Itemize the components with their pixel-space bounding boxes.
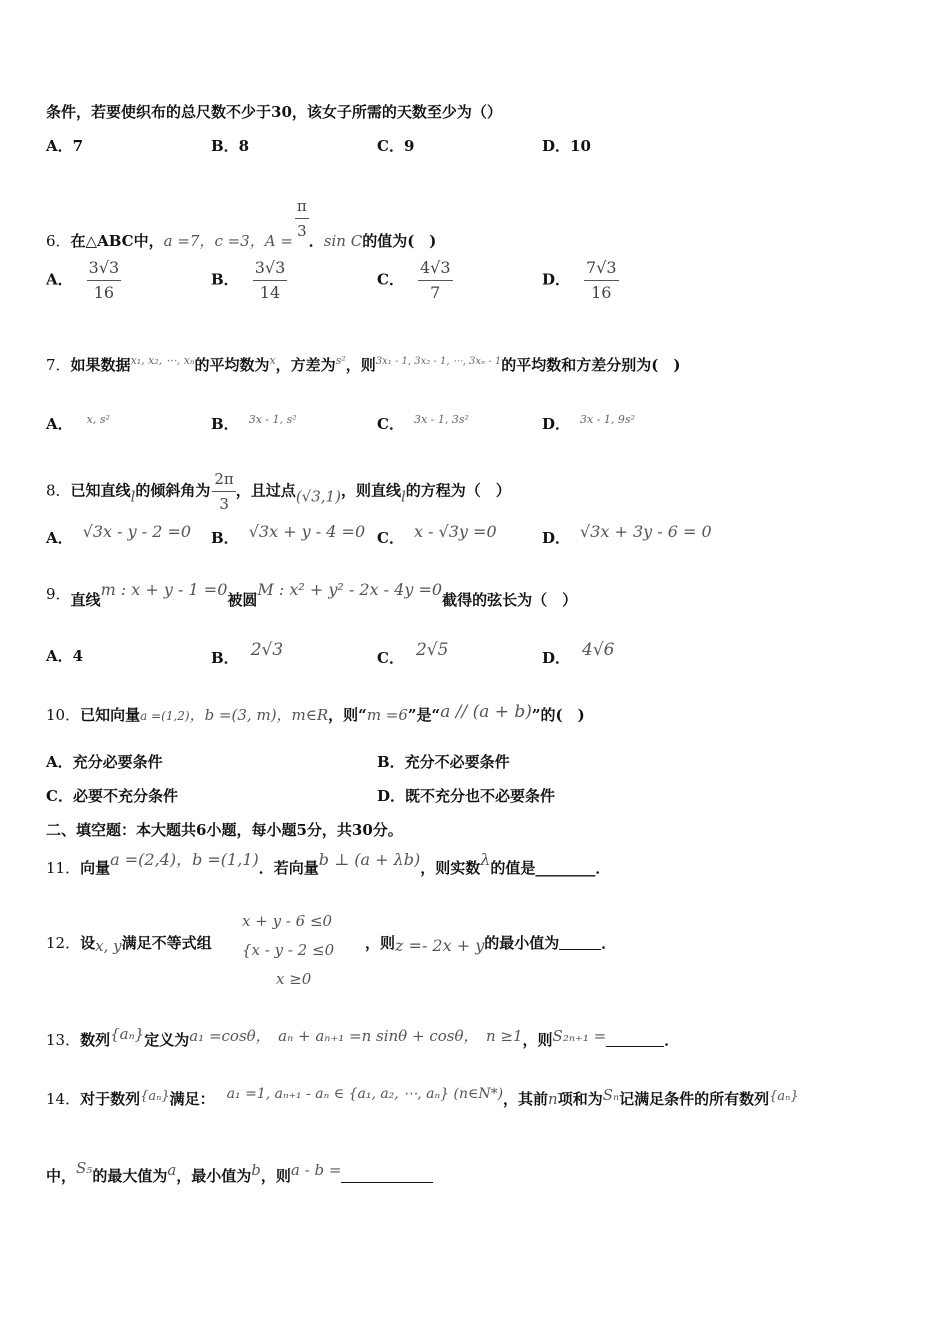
q7-option-a: A． $^{x, s^2}$ [46,413,110,433]
q10-option-a: A．充分必要条件 [46,753,163,771]
q14-condition: a₁ =1, aₙ₊₁ - aₙ ∈ {a₁, a₂, ⋯, aₙ} (n∈N*) [226,1086,504,1102]
q9-number: 9． [46,585,71,603]
q9-option-c: C． 2√5 [377,640,449,667]
q6-conditions: a =7，c =3，A = [163,232,293,250]
q7-data: x₁, x₂, ⋯, xₙ [130,354,195,367]
q11-answer-blank: 的值是________． [490,859,611,877]
q5-continuation: 条件，若要使织布的总尺数不少于30，该女子所需的天数至少为（） [46,103,502,121]
q5-option-c: C．9 [377,137,415,155]
q5-option-d: D．10 [542,137,591,155]
q11-number: 11． [46,859,81,877]
q13-definition: a₁ =cosθ， aₙ + aₙ₊₁ =n sinθ + cosθ， n ≥1 [189,1027,523,1045]
q11-vectors: a =(2,4)，b =(1,1) [110,850,259,869]
q8-option-d: D． √3x + 3y - 6 = 0 [542,522,712,547]
q8-option-c: C． x - √3y =0 [377,522,497,547]
q7-stem: 7．如果数据$^{x_1, x_2, \cdots, x_n}$的平均数为$^x$，方差为$^{s^2}$，则$^{3x_1 - 1, 3x_2 - 1, \cdots, 3x_n - 1}$的平均数和方差分别为( ) [46,354,681,374]
q6-option-c: C． $\frac{4√3}{7}$ [377,258,451,302]
q10-stem: 10．已知向量a =(1,2)，b =(3, m)，m∈R，则“m =6”是“a // (a + b)”的( ) [46,702,585,724]
q8-stem: 8．已知直线l的倾斜角为 $\frac{2\pi}{3}$ ，且过点(√3,1)，则直线l的方程为（ ） [46,470,511,513]
q8-option-b: B． √3x + y - 4 =0 [211,522,366,547]
q12-inequality-1: x + y - 6 ≤0 [242,912,333,930]
q12-stem-right: ，则z =- 2x + y的最小值为 ． [365,934,617,955]
q10-option-b: B．充分不必要条件 [377,753,510,771]
q9-option-a: A．4 [46,647,84,665]
q10-option-d: D．既不充分也不必要条件 [377,787,556,805]
q8-angle-fraction: $\frac{2\pi}{3}$ [214,470,234,513]
q13-number: 13． [46,1031,81,1049]
q7-mean: x [269,354,276,367]
q12-inequality-3: x ≥0 [276,970,312,988]
q7-variance: s² [335,354,346,367]
q8-number: 8． [46,481,71,500]
q6-sin-c: sin C [323,232,363,250]
q5-option-a: A．7 [46,137,84,155]
q12-answer-blank [559,949,601,950]
q9-stem: 9．直线m : x + y - 1 =0被圆M : x² + y² - 2x - 4y =0截得的弦长为（ ） [46,580,578,609]
q7-transformed-data: 3x₁ - 1, 3x₂ - 1, ⋯, 3xₙ - 1 [375,356,502,367]
q12-number: 12． [46,934,81,952]
q13-stem: 13．数列{aₙ}定义为a₁ =cosθ， aₙ + aₙ₊₁ =n sinθ + cosθ， n ≥1，则S₂ₙ₊₁ = ． [46,1025,680,1049]
q6-text: 在△ABC中， [70,232,164,250]
q9-option-d: D． 4√6 [542,640,615,667]
q10-vector-a: a =(1,2) [140,709,190,723]
q6-option-b: B． $\frac{3√3}{14}$ [211,258,286,302]
q11-perpendicular: b ⊥ (a + λb) [318,850,421,869]
q6-stem: 6．在△ABC中，a =7，c =3，A = $\frac{\pi}{3}$ ．sin C的值为( ) [46,197,437,250]
q9-circle-equation: M : x² + y² - 2x - 4y =0 [257,580,443,599]
q14-stem: 14．对于数列{aₙ}满足： a₁ =1, aₙ₊₁ - aₙ ∈ {a₁, a₂, ⋯, aₙ} (n∈N*)，其前n项和为Sₙ记满足条件的所有数列{aₙ} [46,1086,799,1108]
q7-option-c: C． $^{3x - 1, 3s^2}$ [377,413,469,433]
section-fill-in-heading: 二、填空题：本大题共6小题，每小题5分，共30分。 [46,821,403,839]
q10-relation: a // (a + b) [440,702,532,722]
q6-option-d: D． $\frac{7√3}{16}$ [542,258,617,302]
q12-inequality-2: {x - y - 2 ≤0 [242,941,335,959]
q12-stem-left: 12．设x, y满足不等式组 [46,934,212,955]
q6-tail: 的值为( ) [362,232,437,250]
q7-option-b: B． $^{3x - 1, s^2}$ [211,413,297,433]
q8-point: (√3,1) [295,487,341,506]
q9-line-equation: m : x + y - 1 =0 [100,580,228,599]
q6-option-a: A． $\frac{3√3}{16}$ [46,258,120,302]
q14-number: 14． [46,1090,81,1108]
q10-number: 10． [46,706,81,724]
q7-option-d: D． $^{3x - 1, 9s^2}$ [542,413,635,433]
q14-answer-blank [341,1182,433,1183]
q5-option-b: B．8 [211,137,250,155]
q10-condition: m =6 [366,706,408,724]
q8-option-a: A． √3x - y - 2 =0 [46,522,192,547]
q12-objective: z =- 2x + y [395,936,485,955]
q7-number: 7． [46,356,71,374]
q9-option-b: B． 2√3 [211,640,284,667]
q13-answer-blank [606,1046,664,1047]
q14-stem-line2: 中，S₅的最大值为a，最小值为b，则a - b = [46,1158,433,1186]
q10-vector-b: ，b =(3, m) [189,706,277,724]
q6-angle-fraction: $\frac{\pi}{3}$ [296,197,307,240]
q11-stem: 11．向量a =(2,4)，b =(1,1)．若向量b ⊥ (a + λb)，则实数λ的值是________． [46,850,611,877]
q10-option-c: C．必要不充分条件 [46,787,178,805]
q6-number: 6． [46,232,71,250]
